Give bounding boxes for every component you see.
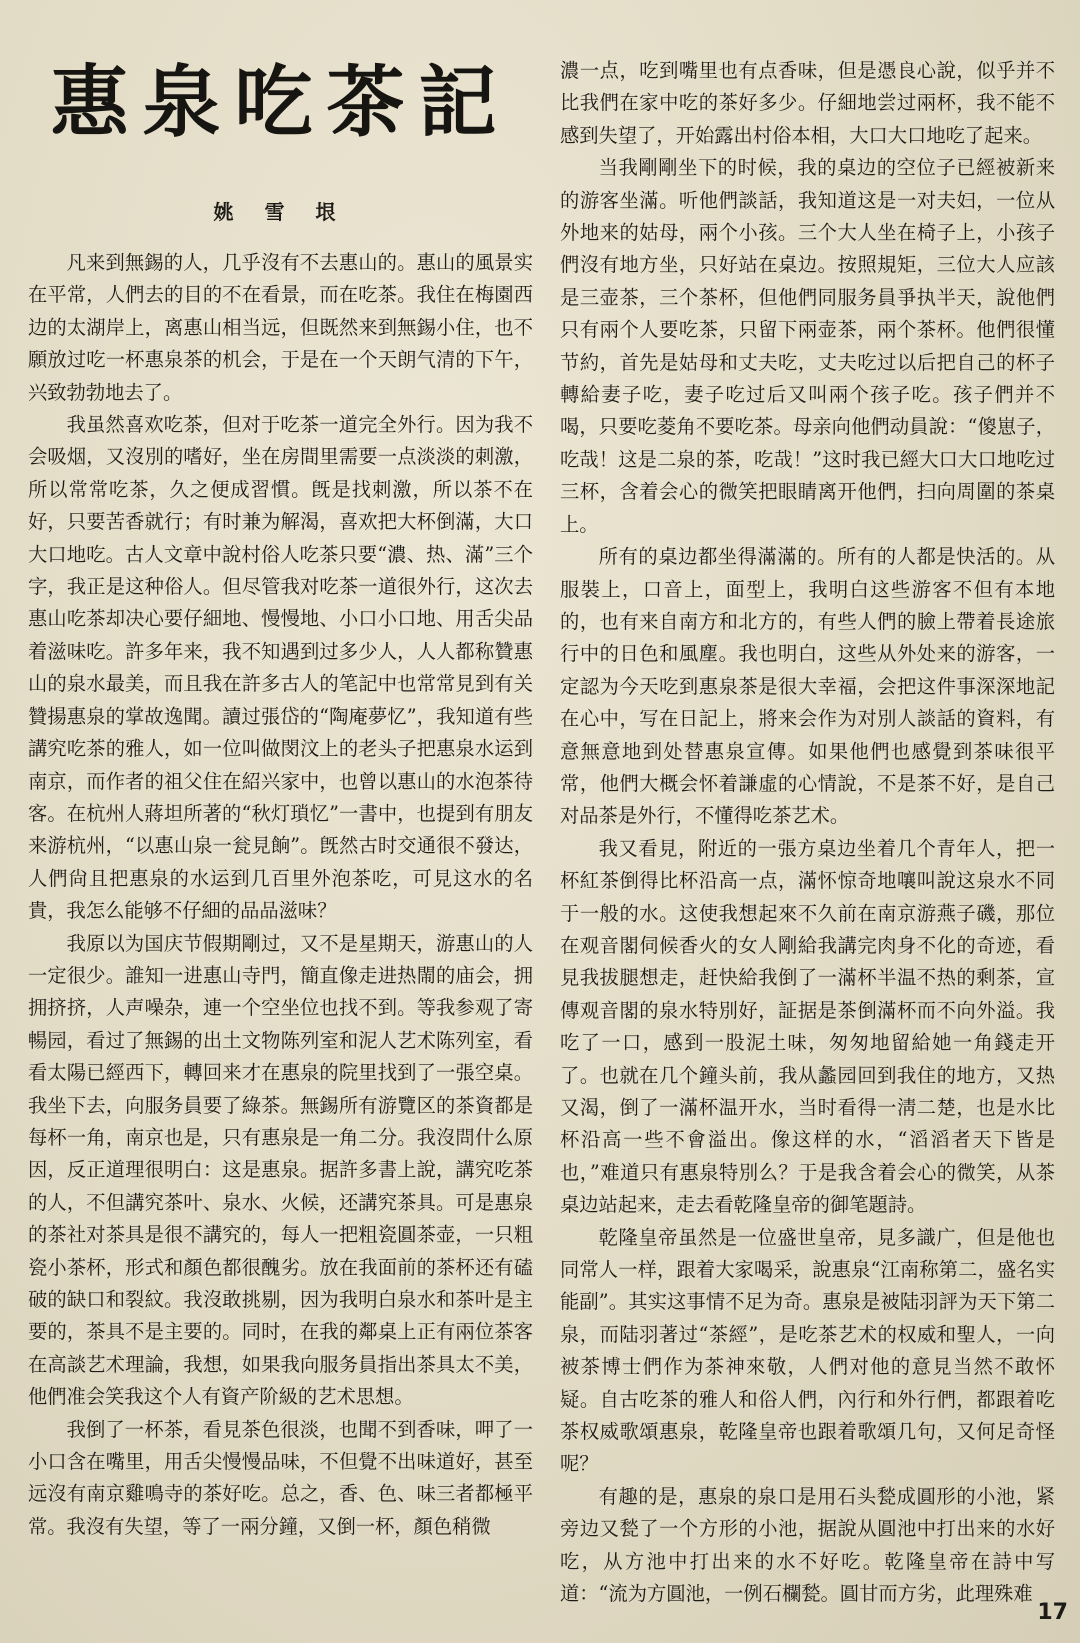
page-number: 17	[1037, 1600, 1068, 1625]
paragraph: 所有的桌边都坐得滿滿的。所有的人都是快活的。从服裝上，口音上，面型上，我明白这些游客不但有本地的，也有来自南方和北方的，有些人們的臉上帶着長途旅行中的日色和風塵。我也明白，这些从外处来的游客，一定認为今天吃到惠泉茶是很大幸福，会把这件事深深地記在心中，写在日記上，將来会作为对別人談話的資料，有意無意地到处替惠泉宣傳。如果他們也感覺到茶味很平常，他們大概会怀着謙虛的心情說，不是茶不好，是自己对品茶是外行，不懂得吃茶艺术。	[560, 545, 1055, 828]
paragraph: 我倒了一杯茶，看見茶色很淡，也聞不到香味，呷了一小口含在嘴里，用舌尖慢慢品味，不但覺不出味道好，甚至远沒有南京雞鳴寺的茶好吃。总之，香、色、味三者都極平常。我沒有失望，等了一兩分鐘，又倒一杯，顏色稍微	[28, 1417, 533, 1538]
paragraph: 我原以为国庆节假期剛过，又不是星期天，游惠山的人一定很少。誰知一进惠山寺門，簡直像走进热閙的庙会，拥拥挤挤，人声噪杂，連一个空坐位也找不到。等我参观了寄暢园，看过了無錫的出土文物陈列室和泥人艺术陈列室，看看太陽已經西下，轉回来才在惠泉的院里找到了一張空桌。我坐下去，向服务員要了綠茶。無錫所有游覽区的茶資都是每杯一角，南京也是，只有惠泉是一角二分。我沒問什么原因，反正道理很明白：这是惠泉。据許多書上說，講究吃茶的人，不但講究茶叶、泉水、火候，还講究茶具。可是惠泉的茶社对茶具是很不講究的，每人一把粗瓷圓茶壶，一只粗瓷小茶杯，形式和顏色都很醜劣。放在我面前的茶杯还有磕破的缺口和裂紋。我沒敢挑剔，因为我明白泉水和茶叶是主要的，茶具不是主要的。同时，在我的鄰桌上正有兩位茶客在高談艺术理論，我想，如果我向服务員指出茶具太不美，他們准会笑我这个人有資产阶級的艺术思想。	[28, 931, 533, 1409]
left-column	[28, 40, 533, 1543]
paragraph: 当我剛剛坐下的时候，我的桌边的空位子已經被新来的游客坐滿。听他們談話，我知道这是一对夫妇，一位从外地来的姑母，兩个小孩。三个大人坐在椅子上，小孩子們沒有地方坐，只好站在桌边。按照規矩，三位大人应該是三壶茶，三个茶杯，但他們同服务員爭执半天，說他們只有兩个人要吃茶，只留下兩壶茶，兩个茶杯。他們很懂节約，首先是姑母和丈夫吃，丈夫吃过以后把自己的杯子轉給妻子吃，妻子吃过后又叫兩个孩子吃。孩子們并不喝，只要吃菱角不要吃茶。母亲向他們动員說：“傻崽子，吃哉！这是二泉的茶，吃哉！”这时我已經大口大口地吃过三杯，含着会心的微笑把眼睛离开他們，扫向周圍的茶桌上。	[560, 156, 1055, 536]
paragraph: 乾隆皇帝虽然是一位盛世皇帝，見多識广，但是他也同常人一样，跟着大家喝采，說惠泉“江南称第二，盛名实能副”。其实这事情不足为奇。惠泉是被陆羽評为天下第二泉，而陆羽著过“茶經”，是吃茶艺术的权威和聖人，一向被茶博士們作为茶神來敬，人們对他的意見当然不敢怀疑。自古吃茶的雅人和俗人們，內行和外行們，都跟着吃茶权威歌頌惠泉，乾隆皇帝也跟着歌頌几句，又何足奇怪呢？	[560, 1225, 1055, 1476]
paragraph: 我又看見，附近的一張方桌边坐着几个青年人，把一杯紅茶倒得比杯沿高一点，滿怀惊奇地嚷叫說这泉水不同于一般的水。这使我想起來不久前在南京游燕子磯，那位在观音閣伺候香火的女人剛給我講完肉身不化的奇迹，看見我拔腿想走，赶快給我倒了一滿杯半温不热的剩茶，宣傳观音閣的泉水特別好，証据是茶倒滿杯而不向外溢。我吃了一口，感到一股泥土味，匆匆地留給她一角錢走开了。也就在几个鐘头前，我从蠡园回到我住的地方，又热又渴，倒了一滿杯温开水，当时看得一淸二楚，也是水比杯沿高一些不會溢出。像这样的水，“滔滔者天下皆是也，”难道只有惠泉特別么？于是我含着会心的微笑，从茶桌边站起来，走去看乾隆皇帝的御笔題詩。	[560, 836, 1055, 1217]
right-column	[560, 55, 1055, 1611]
paragraph-continued: 濃一点，吃到嘴里也有点香味，但是憑良心說，似乎并不比我們在家中吃的茶好多少。仔細地尝过兩杯，我不能不感到失望了，开始露出村俗本相，大口大口地吃了起来。	[560, 59, 1055, 147]
paragraph: 我虽然喜欢吃茶，但对于吃茶一道完全外行。因为我不会吸烟，又沒別的嗜好，坐在房間里需要一点淡淡的刺激，所以常常吃茶，久之便成習慣。旣是找刺激，所以茶不在好，只要苦香就行；有时兼为解渴，喜欢把大杯倒滿，大口大口地吃。古人文章中說村俗人吃茶只要“濃、热、滿”三个字，我正是这种俗人。但尽管我对吃茶一道很外行，这次去惠山吃茶却决心要仔細地、慢慢地、小口小口地、用舌尖品着滋味吃。許多年来，我不知遇到过多少人，人人都称贊惠山的泉水最美，而且我在許多古人的笔記中也常常見到有关贊揚惠泉的掌故逸聞。讀过張岱的“陶庵夢忆”，我知道有些講究吃茶的雅人，如一位叫做閔汶上的老头子把惠泉水运到南京，而作者的祖父住在紹兴家中，也曾以惠山的水泡茶待客。在杭州人蔣坦所著的“秋灯瑣忆”一書中，也提到有朋友来游杭州，“以惠山泉一瓮見餉”。旣然古时交通很不發达，人們尙且把惠泉的水运到几百里外泡茶吃，可見这水的名貴，我怎么能够不仔細的品品滋味？	[28, 413, 533, 923]
article-title: 惠泉吃茶記	[50, 57, 511, 148]
paragraph: 凡来到無錫的人，几乎沒有不去惠山的。惠山的風景实在平常，人們去的目的不在看景，而在吃茶。我住在梅園西边的太湖岸上，离惠山相当远，但既然来到無錫小住，也不願放过吃一杯惠泉茶的机会，于是在一个天朗气清的下午，兴致勃勃地去了。	[28, 251, 533, 404]
paragraph: 有趣的是，惠泉的泉口是用石头甃成圓形的小池，紧旁边又甃了一个方形的小池，据說从圓池中打出来的水好吃，从方池中打出来的水不好吃。乾隆皇帝在詩中写道：“流为方圓池，一例石欄甃。圓甘而方劣，此理殊难	[560, 1484, 1055, 1606]
article-author: 姚 雪 垠	[213, 200, 348, 224]
